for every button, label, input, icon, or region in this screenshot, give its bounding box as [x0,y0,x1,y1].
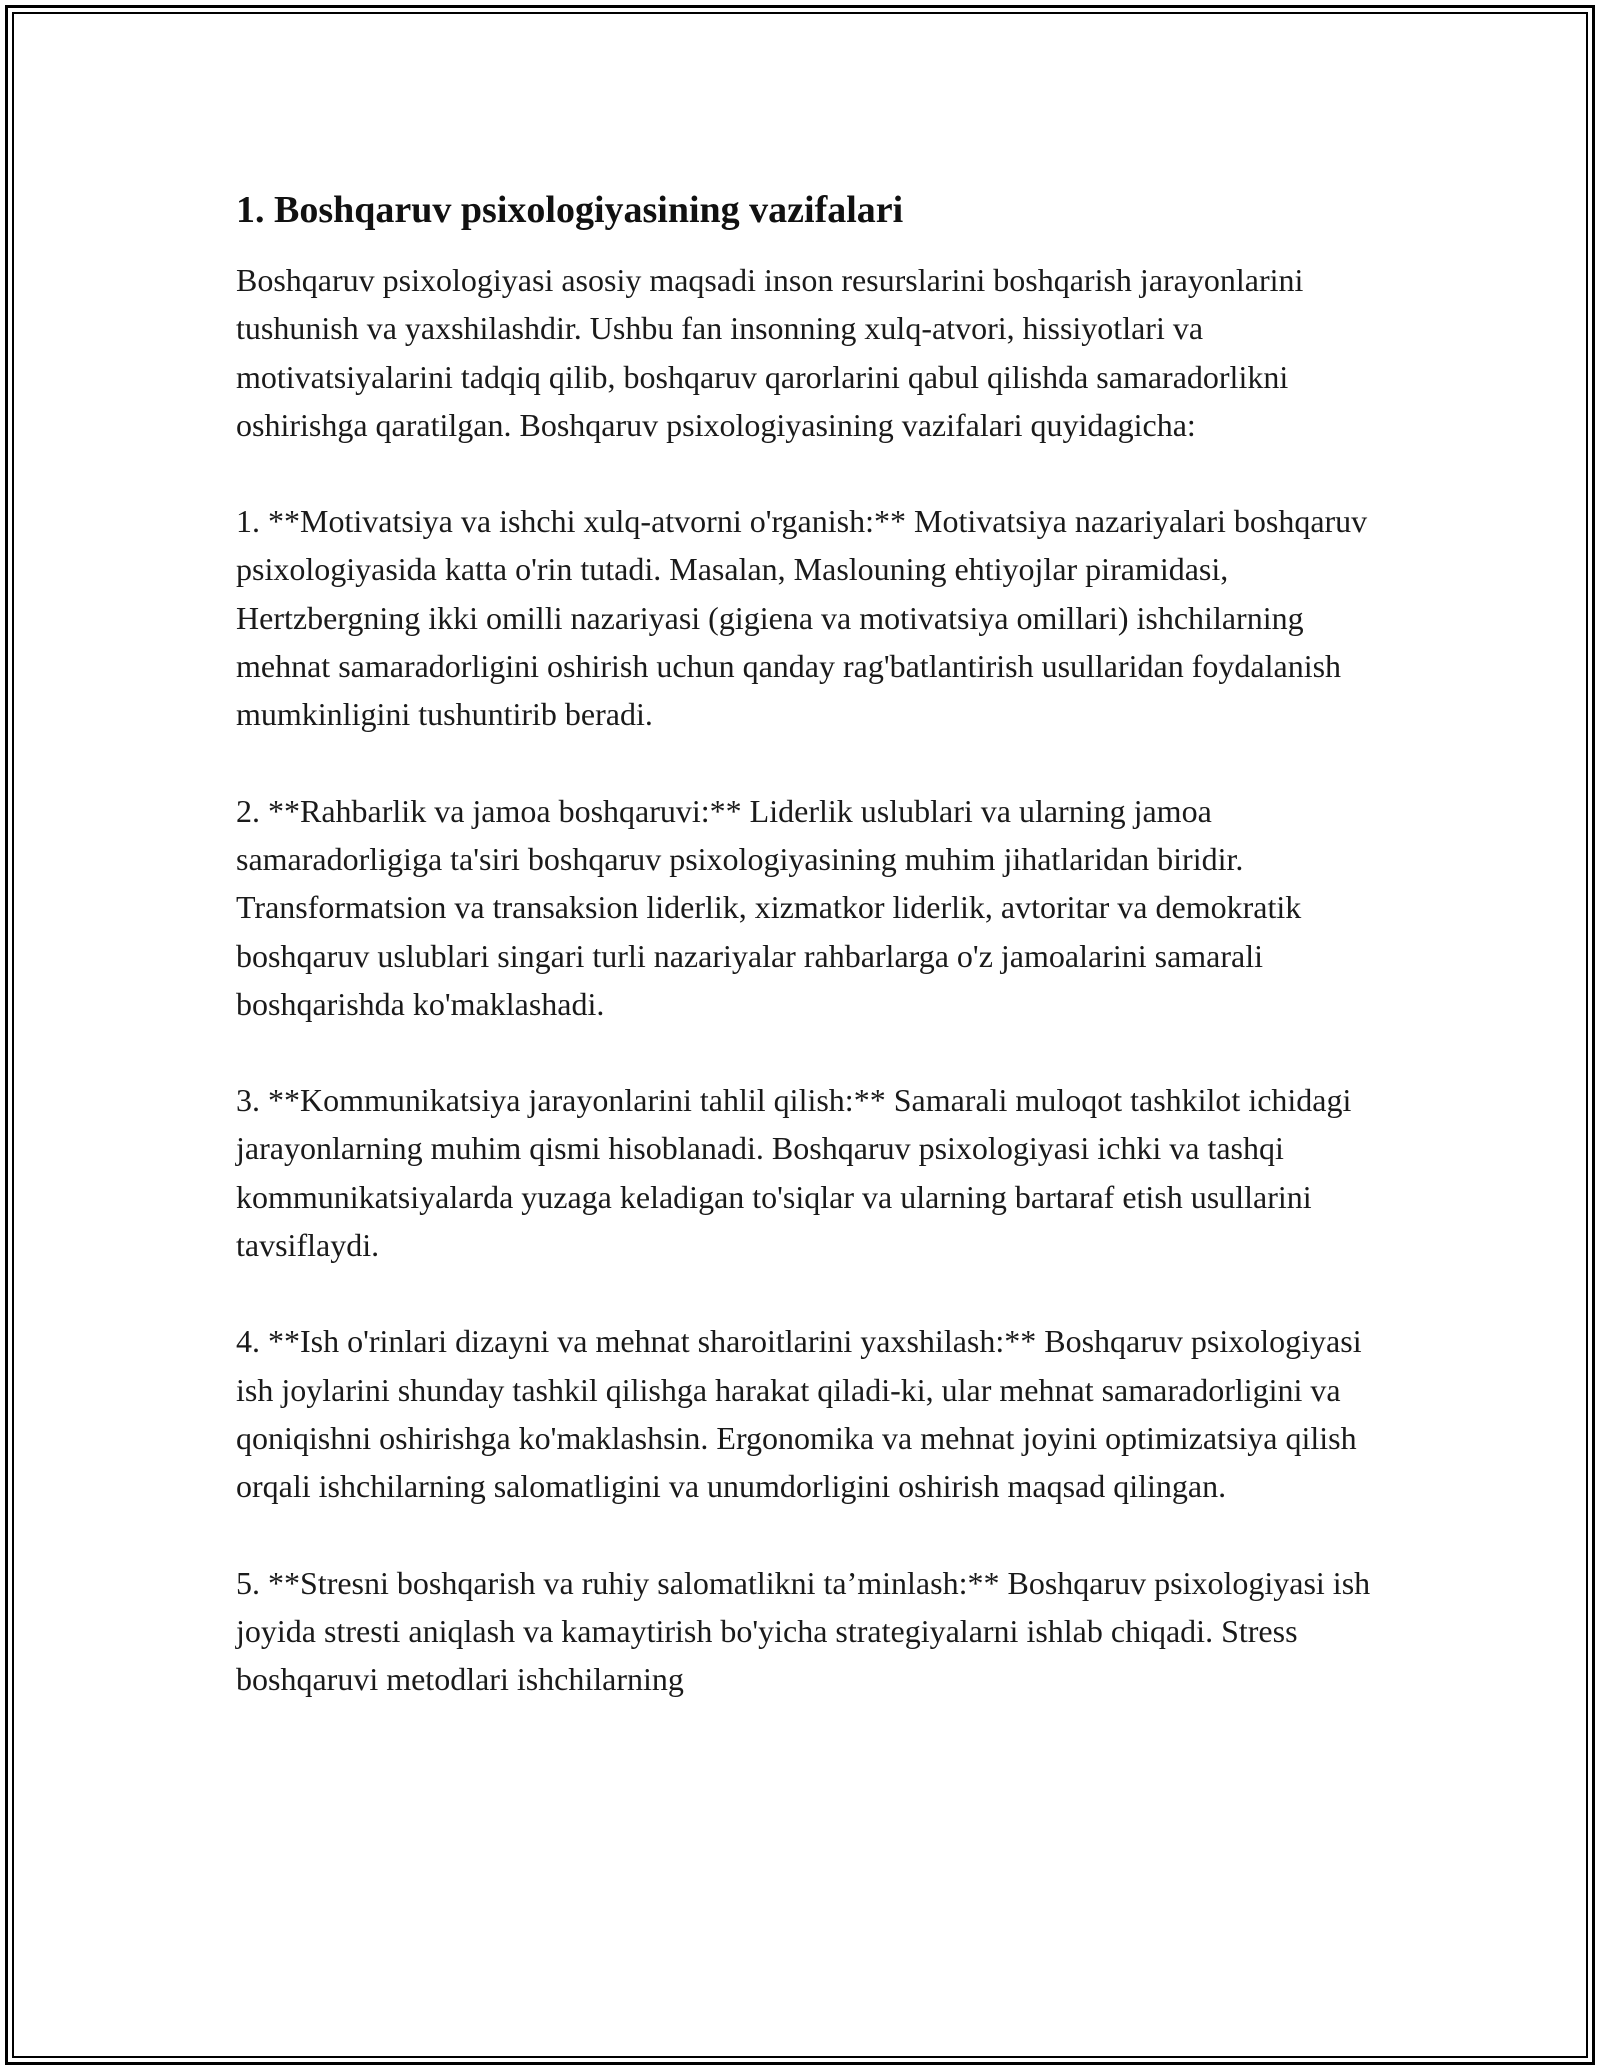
list-item-motivation: 1. **Motivatsiya va ishchi xulq-atvorni o'rganish:** Motivatsiya nazariyalari boshqaruv psixologiyasida katta o'rin tutadi. Masalan, Maslouning ehtiyojlar piramidasi, Hertzbergning ikki omilli nazariyasi (gigiena va motivatsiya omillari) ishchilarning mehnat samaradorligini oshirish uchun qanday rag'batlantirish usullaridan foydalanish mumkinligini tushuntirib beradi. [236,503,1368,733]
intro-paragraph: Boshqaruv psixologiyasi asosiy maqsadi inson resurslarini boshqarish jarayonlarini tushunish va yaxshilashdir. Ushbu fan insonning xulq-atvori, hissiyotlari va motivatsiyalarini tadqiq qilib, boshqaruv qarorlarini qabul qilishda samaradorlikni oshirishga qaratilgan. Boshqaruv psixologiyasining vazifalari quyidagicha: [236,262,1304,443]
list-item-stress-management: 5. **Stresni boshqarish va ruhiy salomatlikni ta’minlash:** Boshqaruv psixologiyasi ish joyida stresti aniqlash va kamaytirish bo'yicha strategiyalarni ishlab chiqadi. Stress boshqaruvi metodlari ishchilarning [236,1564,1371,1698]
document-body [236,186,1376,1751]
list-item-communication: 3. **Kommunikatsiya jarayonlarini tahlil qilish:** Samarali muloqot tashkilot ichidagi jarayonlarning muhim qismi hisoblanadi. Boshqaruv psixologiyasi ichki va tashqi kommunikatsiyalarda yuzaga keladigan to'siqlar va ularning bartaraf etish usullarini tavsiflaydi. [236,1082,1352,1264]
list-item-leadership: 2. **Rahbarlik va jamoa boshqaruvi:** Liderlik uslublari va ularning jamoa samaradorligiga ta'siri boshqaruv psixologiyasining muhim jihatlaridan biridir. Transformatsion va transaksion liderlik, xizmatkor liderlik, avtoritar va demokratik boshqaruv uslublari singari turli nazariyalar rahbarlarga o'z jamoalarini samarali boshqarishda ko'maklashadi. [236,792,1302,1022]
section-heading: 1. Boshqaruv psixologiyasining vazifalari [236,189,904,231]
list-item-workplace-design: 4. **Ish o'rinlari dizayni va mehnat sharoitlarini yaxshilash:** Boshqaruv psixologiyasi ish joylarini shunday tashkil qilishga harakat qiladi-ki, ular mehnat samaradorligini va qoniqishni oshirishga ko'maklashsin. Ergonomika va mehnat joyini optimizatsiya qilish orqali ishchilarning salomatligini va unumdorligini oshirish maqsad qilingan. [236,1323,1362,1505]
